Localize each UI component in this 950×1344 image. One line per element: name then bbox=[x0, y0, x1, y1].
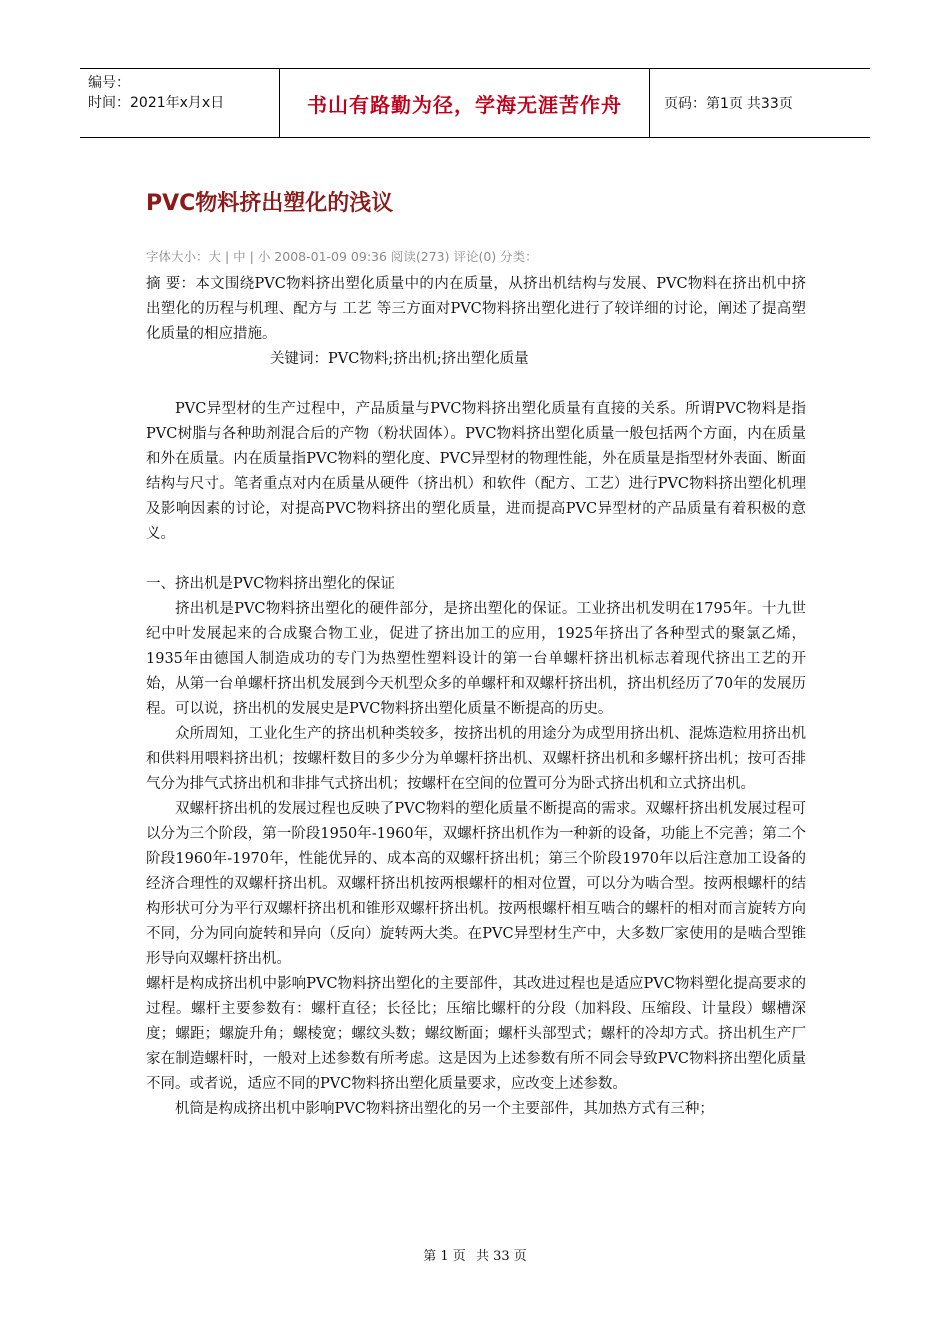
article-body bbox=[146, 272, 806, 1122]
keywords: 关键词：PVC物料;挤出机;挤出塑化质量 bbox=[270, 351, 529, 367]
header-info-cell bbox=[80, 69, 280, 137]
header-page-cell bbox=[650, 69, 870, 137]
paragraph-2: 众所周知，工业化生产的挤出机种类较多，按挤出机的用途分为成型用挤出机、混炼造粒用挤出机和供料用喂料挤出机；按螺杆数目的多少分为单螺杆挤出机、双螺杆挤出机和多螺杆挤出机；按可否排气分为排气式挤出机和非排气式挤出机；按螺杆在空间的位置可分为卧式挤出机和立式挤出机。 bbox=[146, 726, 806, 792]
abstract: 摘 要：本文围绕PVC物料挤出塑化质量中的内在质量，从挤出机结构与发展、PVC物料在挤出机中挤出塑化的历程与机理、配方与 工艺 等三方面对PVC物料挤出塑化进行了较详细的讨论，阐述了提高塑化质量的相应措施。 bbox=[146, 276, 806, 342]
paragraph-1: 挤出机是PVC物料挤出塑化的硬件部分，是挤出塑化的保证。工业挤出机发明在1795年。十九世纪中叶发展起来的合成聚合物工业，促进了挤出加工的应用，1925年挤出了各种型式的聚氯乙烯，1935年由德国人制造成功的专门为热塑性塑料设计的第一台单螺杆挤出机标志着现代挤出工艺的开始，从第一台单螺杆挤出机发展到今天机型众多的单螺杆和双螺杆挤出机，挤出机经历了70年的发展历程。可以说，挤出机的发展史是PVC物料挤出塑化质量不断提高的历史。 bbox=[146, 601, 806, 717]
article-title: PVC物料挤出塑化的浅议 bbox=[146, 191, 394, 216]
header-motto: 书山有路勤为径，学海无涯苦作舟 bbox=[280, 69, 650, 137]
page-footer bbox=[0, 1245, 950, 1264]
time-label: 时间：2021年x月x日 bbox=[88, 95, 225, 111]
spacer bbox=[146, 547, 806, 572]
section-heading: 一、挤出机是PVC物料挤出塑化的保证 bbox=[146, 576, 395, 592]
serial-label: 编号： bbox=[88, 75, 130, 91]
page-label: 页码：第1页 bbox=[664, 96, 743, 112]
footer-total: 共 33 页 bbox=[475, 1249, 527, 1264]
footer-page: 第 1 页 bbox=[423, 1249, 466, 1264]
total-label: 共33页 bbox=[746, 96, 793, 112]
paragraph-4: 螺杆是构成挤出机中影响PVC物料挤出塑化的主要部件，其改进过程也是适应PVC物料塑化提高要求的过程。螺杆主要参数有：螺杆直径；长径比；压缩比螺杆的分段（加料段、压缩段、计量段）螺槽深度；螺距；螺旋升角；螺棱宽；螺纹头数；螺纹断面；螺杆头部型式；螺杆的冷却方式。挤出机生产厂家在制造螺杆时，一般对上述参数有所考虑。这是因为上述参数有所不同会导致PVC物料挤出塑化质量不同。或者说，适应不同的PVC物料挤出塑化质量要求，应改变上述参数。 bbox=[146, 976, 806, 1092]
intro-paragraph: PVC异型材的生产过程中，产品质量与PVC物料挤出塑化质量有直接的关系。所谓PVC物料是指PVC树脂与各种助剂混合后的产物（粉状固体）。PVC物料挤出塑化质量一般包括两个方面，内在质量和外在质量。内在质量指PVC物料的塑化度、PVC异型材的物理性能，外在质量是指型材外表面、断面结构与尺寸。笔者重点对内在质量从硬件（挤出机）和软件（配方、工艺）进行PVC物料挤出塑化机理及影响因素的讨论，对提高PVC物料挤出的塑化质量，进而提高PVC异型材的产品质量有着积极的意义。 bbox=[146, 401, 806, 542]
paragraph-3: 双螺杆挤出机的发展过程也反映了PVC物料的塑化质量不断提高的需求。双螺杆挤出机发展过程可以分为三个阶段，第一阶段1950年-1960年，双螺杆挤出机作为一种新的设备，功能上不完善；第二个阶段1960年-1970年，性能优异的、成本高的双螺杆挤出机；第三个阶段1970年以后注意加工设备的经济合理性的双螺杆挤出机。双螺杆挤出机按两根螺杆的相对位置，可以分为啮合型。按两根螺杆的结构形状可分为平行双螺杆挤出机和锥形双螺杆挤出机。按两根螺杆相互啮合的螺杆的相对而言旋转方向不同，分为同向旋转和异向（反向）旋转两大类。在PVC异型材生产中，大多数厂家使用的是啮合型锥形导向双螺杆挤出机。 bbox=[146, 801, 806, 967]
spacer bbox=[146, 372, 806, 397]
page-header bbox=[80, 68, 870, 138]
article-meta: 字体大小：大 | 中 | 小 2008-01-09 09:36 阅读(273) 评论(0) 分类： bbox=[146, 249, 538, 264]
paragraph-5: 机筒是构成挤出机中影响PVC物料挤出塑化的另一个主要部件，其加热方式有三种； bbox=[175, 1101, 714, 1117]
